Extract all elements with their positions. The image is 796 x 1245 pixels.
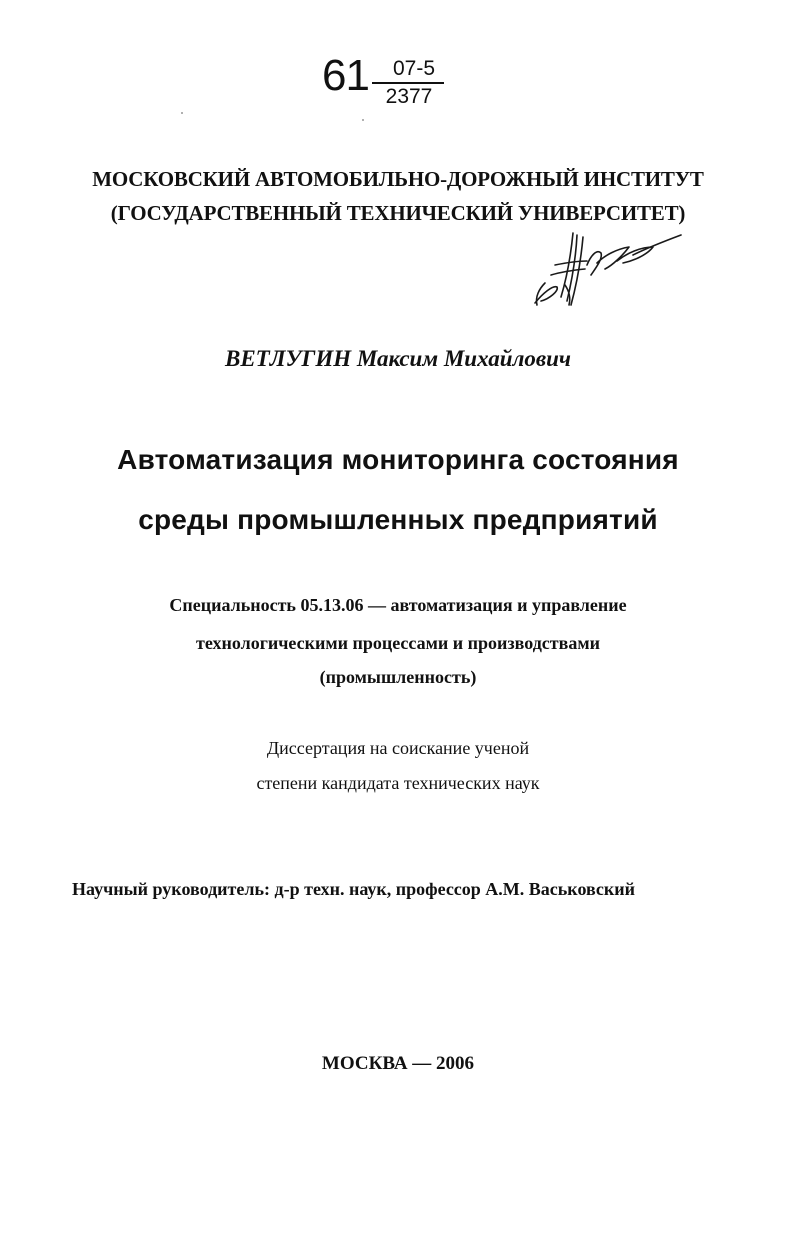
scan-speck	[181, 112, 183, 114]
institute-subtitle: (ГОСУДАРСТВЕННЫЙ ТЕХНИЧЕСКИЙ УНИВЕРСИТЕТ)	[110, 201, 686, 225]
author-name: ВЕТЛУГИН Максим Михайлович	[224, 346, 572, 371]
specialty-line-2: технологическими процессами и производствами	[196, 633, 600, 653]
specialty-line-1: Специальность 05.13.06 — автоматизация и управление	[169, 595, 627, 615]
library-code-fraction-line	[372, 82, 444, 84]
scientific-supervisor: Научный руководитель: д-р техн. наук, профессор А.М. Васьковский	[72, 879, 636, 899]
thesis-title-line-1: Автоматизация мониторинга состояния	[117, 444, 679, 475]
library-code-denominator: 2377	[385, 85, 433, 108]
institute-name: МОСКОВСКИЙ АВТОМОБИЛЬНО-ДОРОЖНЫЙ ИНСТИТУТ	[92, 167, 704, 191]
scan-speck	[362, 119, 364, 121]
degree-line-1: Диссертация на соискание ученой	[266, 738, 530, 758]
degree-line-2: степени кандидата технических наук	[256, 773, 540, 793]
specialty-line-3: (промышленность)	[319, 667, 477, 687]
city-year: МОСКВА — 2006	[321, 1053, 475, 1074]
library-code-main: 61	[322, 51, 369, 100]
handwritten-signature-icon	[525, 225, 685, 315]
library-code-numerator: 07-5	[392, 57, 436, 80]
thesis-title-line-2: среды промышленных предприятий	[138, 504, 658, 535]
